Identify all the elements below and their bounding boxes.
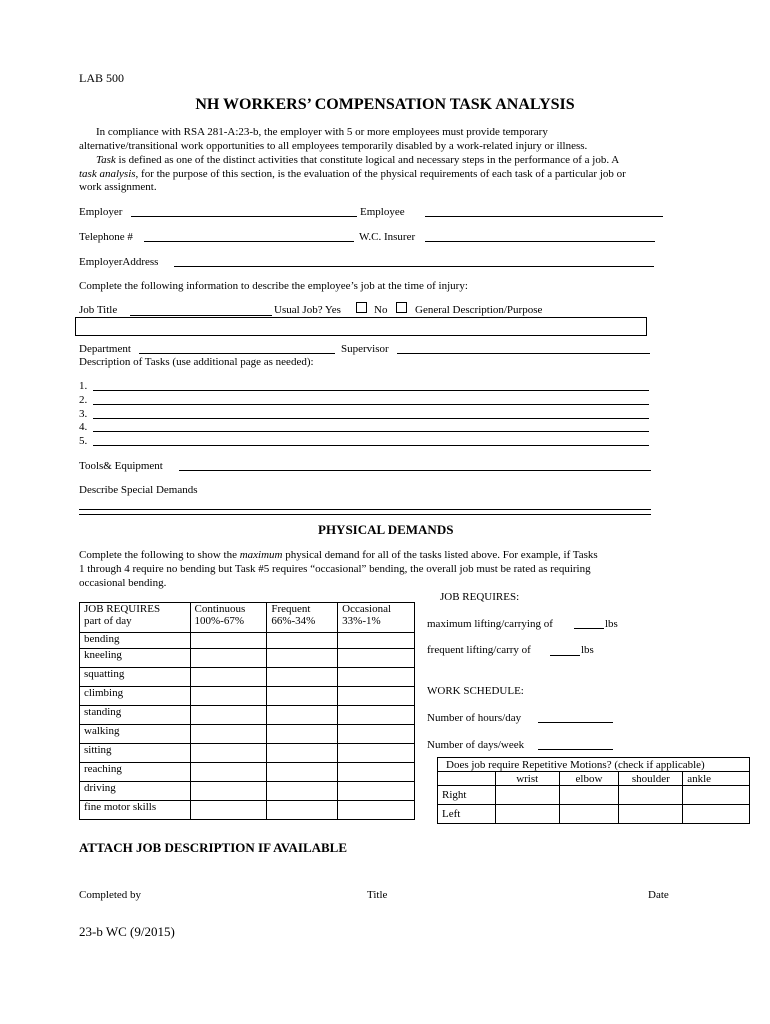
max-lifting-label: maximum lifting/carrying of [427,618,553,630]
activity-reaching: reaching [80,763,191,782]
right-elbow-cell[interactable] [559,786,619,805]
cell-occasional[interactable] [338,633,415,649]
cell-frequent[interactable] [267,744,338,763]
activity-sitting: sitting [80,744,191,763]
repetitive-title: Does job require Repetitive Motions? (check if applicable) [438,758,750,772]
col-shoulder: shoulder [619,772,683,786]
cell-occasional[interactable] [338,725,415,744]
usual-job-label: Usual Job? Yes [274,304,341,316]
task-analysis-word: task analysis [79,168,136,180]
table-row [80,801,415,820]
insurer-field[interactable] [425,241,655,242]
physical-intro-line-1 [79,549,598,561]
cell-frequent[interactable] [267,801,338,820]
cell-occasional[interactable] [338,744,415,763]
table-row [438,805,750,824]
task-word: Task [96,154,116,166]
task-number-1: 1. [79,380,88,392]
right-wrist-cell[interactable] [495,786,559,805]
job-title-label: Job Title [79,304,118,316]
table-row [80,763,415,782]
task-number-5: 5. [79,435,88,447]
cell-continuous[interactable] [190,668,267,687]
cell-frequent[interactable] [267,633,338,649]
work-schedule-heading: WORK SCHEDULE: [427,685,524,697]
job-title-field[interactable] [130,315,272,316]
physical-intro-line-3: occasional bending. [79,577,167,589]
cell-frequent[interactable] [267,782,338,801]
task-1-field[interactable] [93,390,649,391]
cell-continuous[interactable] [190,782,267,801]
date-label: Date [648,889,669,901]
cell-continuous[interactable] [190,744,267,763]
cell-occasional[interactable] [338,763,415,782]
table-row [80,706,415,725]
corner-cell [438,772,496,786]
employer-address-field[interactable] [174,266,654,267]
intro-task-analysis [79,168,626,180]
department-label: Department [79,343,131,355]
physical-intro-a: Complete the following to show the [79,549,240,561]
table-header-row [438,772,750,786]
cell-frequent[interactable] [267,706,338,725]
complete-info-text: Complete the following information to describe the employee’s job at the time of injury: [79,280,468,292]
table-row [80,744,415,763]
form-number: 23-b WC (9/2015) [79,924,175,939]
max-lifting-field[interactable] [574,628,604,629]
page-title: NH WORKERS’ COMPENSATION TASK ANALYSIS [195,96,575,113]
task-analysis-def-text: , for the purpose of this section, is the evaluation of the physical requirements of each task of a particular job or [135,168,626,180]
table-row [80,668,415,687]
task-5-field[interactable] [93,445,649,446]
general-description-box[interactable] [75,317,647,336]
right-shoulder-cell[interactable] [619,786,683,805]
special-demands-field-2[interactable] [79,514,651,515]
days-field[interactable] [538,749,613,750]
usual-job-no-checkbox[interactable] [396,302,407,313]
activity-walking: walking [80,725,191,744]
header-continuous: Continuous 100%-67% [190,603,267,633]
employee-field[interactable] [425,216,663,217]
intro-line-5: work assignment. [79,181,157,193]
freq-lbs-label: lbs [581,644,594,656]
cell-continuous[interactable] [190,706,267,725]
task-number-4: 4. [79,421,88,433]
row-left: Left [438,805,496,824]
table-row [80,782,415,801]
activity-climbing: climbing [80,687,191,706]
job-requires-heading: JOB REQUIRES: [440,591,520,603]
employer-field[interactable] [131,216,357,217]
max-lbs-label: lbs [605,618,618,630]
header-job-requires: JOB REQUIRES part of day [80,603,191,633]
table-row [80,649,415,668]
physical-demands-heading: PHYSICAL DEMANDS [318,522,454,537]
cell-continuous[interactable] [190,763,267,782]
intro-line-2: alternative/transitional work opportunities to all employees temporarily disabled by a work-related injury or illness. [79,140,588,152]
table-row [80,725,415,744]
form-code: LAB 500 [79,71,124,85]
telephone-field[interactable] [144,241,354,242]
intro-task-def [96,154,619,166]
right-ankle-cell[interactable] [683,786,750,805]
table-header-row [438,758,750,772]
special-demands-field-1[interactable] [79,509,651,510]
cell-occasional[interactable] [338,649,415,668]
freq-lifting-field[interactable] [550,655,580,656]
days-label: Number of days/week [427,739,525,751]
hours-label: Number of hours/day [427,712,522,724]
cell-frequent[interactable] [267,687,338,706]
table-row [80,633,415,649]
title-label: Title [367,889,388,901]
table-row [438,786,750,805]
attach-job-description: ATTACH JOB DESCRIPTION IF AVAILABLE [79,840,348,855]
freq-lifting-label: frequent lifting/carry of [427,644,531,656]
activity-kneeling: kneeling [80,649,191,668]
activity-standing: standing [80,706,191,725]
left-elbow-cell[interactable] [559,805,619,824]
header-frequent: Frequent 66%-34% [267,603,338,633]
header-occasional: Occasional 33%-1% [338,603,415,633]
activity-driving: driving [80,782,191,801]
cell-occasional[interactable] [338,668,415,687]
tools-field[interactable] [179,470,651,471]
cell-frequent[interactable] [267,763,338,782]
usual-job-yes-checkbox[interactable] [356,302,367,313]
general-description-label: General Description/Purpose [415,304,543,316]
department-field[interactable] [139,353,335,354]
completed-by-label: Completed by [79,889,142,901]
task-number-3: 3. [79,408,88,420]
activity-squatting: squatting [80,668,191,687]
telephone-label: Telephone # [79,231,133,243]
supervisor-label: Supervisor [341,343,389,355]
activity-bending: bending [80,633,191,649]
col-elbow: elbow [559,772,619,786]
cell-occasional[interactable] [338,782,415,801]
cell-continuous[interactable] [190,725,267,744]
employee-label: Employee [360,206,405,218]
tools-label: Tools& Equipment [79,460,163,472]
table-header-row [80,603,415,633]
repetitive-motions-table [437,757,750,824]
col-wrist: wrist [495,772,559,786]
physical-intro-b: physical demand for all of the tasks listed above. For example, if Tasks [282,549,598,561]
cell-continuous[interactable] [190,633,267,649]
physical-intro-line-2: 1 through 4 require no bending but Task #5 requires “occasional” bending, the overall job must be rated as requiring [79,563,591,575]
task-number-2: 2. [79,394,88,406]
supervisor-field[interactable] [397,353,650,354]
left-wrist-cell[interactable] [495,805,559,824]
cell-frequent[interactable] [267,668,338,687]
description-tasks-label: Description of Tasks (use additional page as needed): [79,356,314,368]
hours-field[interactable] [538,722,613,723]
cell-occasional[interactable] [338,706,415,725]
physical-demands-table [79,602,415,820]
task-4-field[interactable] [93,431,649,432]
special-demands-label: Describe Special Demands [79,484,198,496]
no-label: No [374,304,388,316]
insurer-label: W.C. Insurer [359,231,416,243]
cell-continuous[interactable] [190,649,267,668]
cell-occasional[interactable] [338,801,415,820]
task-2-field[interactable] [93,404,649,405]
intro-line-1: In compliance with RSA 281-A:23-b, the employer with 5 or more employees must provide temporary [96,126,548,138]
cell-continuous[interactable] [190,801,267,820]
task-def-text: is defined as one of the distinct activities that constitute logical and necessary steps in the performance of a job. A [115,154,620,166]
employer-label: Employer [79,206,123,218]
employer-address-label: EmployerAddress [79,256,159,268]
task-3-field[interactable] [93,418,649,419]
left-ankle-cell[interactable] [683,805,750,824]
col-ankle: ankle [683,772,750,786]
table-row [80,687,415,706]
cell-continuous[interactable] [190,687,267,706]
cell-frequent[interactable] [267,725,338,744]
activity-fine-motor-skills: fine motor skills [80,801,191,820]
cell-occasional[interactable] [338,687,415,706]
cell-frequent[interactable] [267,649,338,668]
maximum-word: maximum [239,549,283,561]
row-right: Right [438,786,496,805]
left-shoulder-cell[interactable] [619,805,683,824]
